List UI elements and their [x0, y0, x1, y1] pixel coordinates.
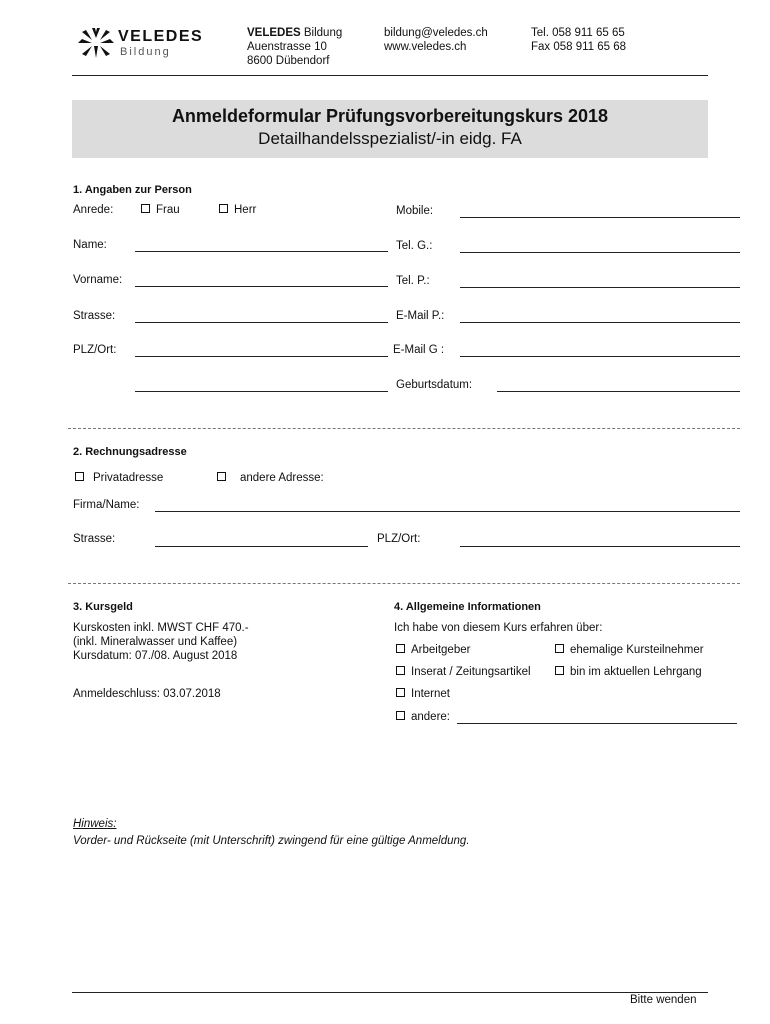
section2-heading: 2. Rechnungsadresse — [73, 446, 187, 458]
frau-checkbox[interactable] — [141, 204, 180, 216]
name-field[interactable] — [135, 251, 388, 252]
strasse-label: Strasse: — [73, 310, 116, 322]
logo-text: VELEDES — [118, 28, 204, 45]
veledes-logo-icon — [78, 26, 114, 60]
tel-p-label: Tel. P.: — [396, 275, 430, 287]
org-fax: Fax 058 911 65 68 — [531, 41, 627, 53]
inserat-checkbox[interactable] — [396, 666, 531, 678]
org-name-rest: Bildung — [300, 27, 343, 39]
rechnung-strasse-label: Strasse: — [73, 533, 116, 545]
org-city: 8600 Dübendorf — [247, 55, 330, 67]
org-email[interactable]: bildung@veledes.ch — [384, 27, 488, 39]
name-label: Name: — [73, 239, 107, 251]
page-subtitle: Detailhandelsspezialist/-in eidg. FA — [258, 129, 522, 148]
tel-p-field[interactable] — [460, 287, 740, 288]
rechnung-strasse-field[interactable] — [155, 546, 368, 547]
privatadresse-label: Privatadresse — [93, 472, 164, 484]
org-name-bold: VELEDES — [247, 27, 301, 39]
checkbox-icon[interactable] — [75, 472, 84, 481]
mobile-field[interactable] — [460, 217, 740, 218]
inserat-label: Inserat / Zeitungsartikel — [411, 666, 531, 678]
arbeitgeber-checkbox[interactable] — [396, 644, 470, 656]
extra-address-field[interactable] — [135, 391, 388, 392]
rechnung-plz-label: PLZ/Ort: — [377, 533, 421, 545]
tel-g-label: Tel. G.: — [396, 240, 433, 252]
checkbox-icon[interactable] — [555, 666, 564, 675]
arbeitgeber-label: Arbeitgeber — [411, 644, 471, 656]
kurskosten-text — [73, 621, 249, 663]
footer-text: Bitte wenden — [630, 994, 697, 1006]
andere-field[interactable] — [457, 723, 737, 724]
andere-label: andere: — [411, 711, 451, 723]
section-divider — [68, 583, 740, 584]
checkbox-icon[interactable] — [396, 711, 405, 720]
section1-heading: 1. Angaben zur Person — [73, 184, 192, 196]
section4-intro: Ich habe von diesem Kurs erfahren über: — [394, 622, 603, 634]
geburtsdatum-label: Geburtsdatum: — [396, 379, 473, 391]
rechnung-plz-field[interactable] — [460, 546, 740, 547]
hint-label: Hinweis: — [73, 818, 117, 830]
andere-adresse-label: andere Adresse: — [240, 472, 324, 484]
plz-ort-field[interactable] — [135, 356, 388, 357]
anrede-label: Anrede: — [73, 204, 114, 216]
checkbox-icon[interactable] — [219, 204, 228, 213]
firma-label: Firma/Name: — [73, 499, 140, 511]
hint — [73, 816, 470, 850]
kurskosten-note: (inkl. Mineralwasser und Kaffee) — [73, 636, 238, 648]
vorname-label: Vorname: — [73, 274, 123, 286]
email-g-field[interactable] — [460, 356, 740, 357]
org-street: Auenstrasse 10 — [247, 41, 327, 53]
org-tel: Tel. 058 911 65 65 — [531, 27, 625, 39]
checkbox-icon[interactable] — [555, 644, 564, 653]
checkbox-icon[interactable] — [217, 472, 226, 481]
page-title: Anmeldeformular Prüfungsvorbereitungskurs 2018 — [171, 106, 609, 126]
header-contact — [384, 26, 488, 54]
privatadresse-checkbox[interactable] — [75, 472, 163, 484]
email-p-field[interactable] — [460, 322, 740, 323]
title-box — [72, 100, 708, 158]
section-divider — [68, 428, 740, 429]
checkbox-icon[interactable] — [396, 688, 405, 697]
email-g-label: E-Mail G : — [393, 344, 445, 356]
section4-heading: 4. Allgemeine Informationen — [394, 601, 541, 613]
checkbox-icon[interactable] — [396, 644, 405, 653]
email-p-label: E-Mail P.: — [396, 310, 445, 322]
tel-g-field[interactable] — [460, 252, 740, 253]
header-address — [247, 26, 342, 68]
hint-text: Vorder- und Rückseite (mit Unterschrift) zwingend für eine gültige Anmeldung. — [73, 835, 470, 847]
header-phone — [531, 26, 626, 54]
internet-checkbox[interactable] — [396, 688, 450, 700]
strasse-field[interactable] — [135, 322, 388, 323]
checkbox-icon[interactable] — [396, 666, 405, 675]
logo-subtext: Bildung — [120, 46, 171, 58]
lehrgang-checkbox[interactable] — [555, 666, 702, 678]
header-divider — [72, 75, 708, 76]
firma-field[interactable] — [155, 511, 740, 512]
vorname-field[interactable] — [135, 286, 388, 287]
kurskosten-line: Kurskosten inkl. MWST CHF 470.- — [73, 622, 249, 634]
anmeldeschluss-text: Anmeldeschluss: 03.07.2018 — [73, 688, 221, 700]
org-website[interactable]: www.veledes.ch — [384, 41, 467, 53]
ehemalige-checkbox[interactable] — [555, 644, 704, 656]
ehemalige-label: ehemalige Kursteilnehmer — [570, 644, 704, 656]
mobile-label: Mobile: — [396, 205, 434, 217]
plz-ort-label: PLZ/Ort: — [73, 344, 117, 356]
andere-adresse-checkbox[interactable] — [217, 472, 324, 484]
checkbox-icon[interactable] — [141, 204, 150, 213]
herr-label: Herr — [234, 204, 257, 216]
kursdatum-line: Kursdatum: 07./08. August 2018 — [73, 650, 238, 662]
internet-label: Internet — [411, 688, 450, 700]
section3-heading: 3. Kursgeld — [73, 601, 133, 613]
herr-checkbox[interactable] — [219, 204, 256, 216]
lehrgang-label: bin im aktuellen Lehrgang — [570, 666, 702, 678]
footer-divider — [72, 992, 708, 993]
geburtsdatum-field[interactable] — [497, 391, 740, 392]
frau-label: Frau — [156, 204, 180, 216]
andere-checkbox[interactable] — [396, 711, 450, 723]
logo — [78, 26, 204, 62]
